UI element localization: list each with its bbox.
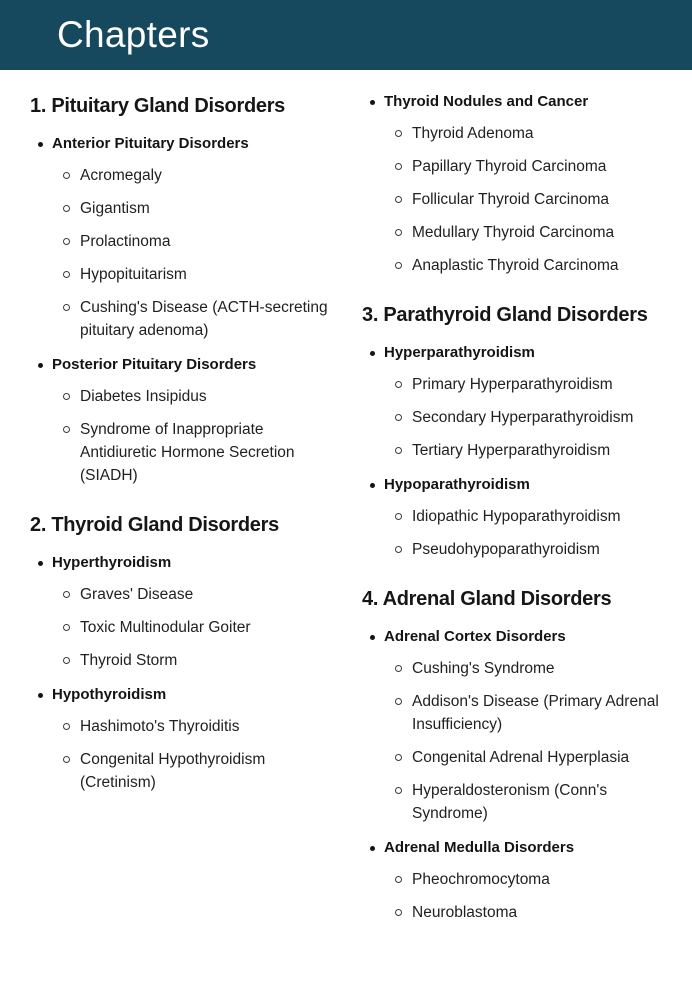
bullet-circle-icon <box>63 426 70 433</box>
list-item-text: Acromegaly <box>80 167 162 184</box>
bullet-circle-icon <box>395 665 402 672</box>
list-item-text: Hypopituitarism <box>80 266 187 283</box>
list-item-text: Medullary Thyroid Carcinoma <box>412 224 615 241</box>
topic-group-header <box>362 92 666 112</box>
bullet-circle-icon <box>63 657 70 664</box>
list-item-text: Papillary Thyroid Carcinoma <box>412 158 607 175</box>
list-item <box>362 779 666 825</box>
bullet-dot-icon <box>38 363 43 368</box>
bullet-circle-icon <box>63 591 70 598</box>
list-item <box>30 418 342 487</box>
list-item <box>362 155 666 178</box>
list-item <box>362 901 666 924</box>
topic-group-label: Hyperthyroidism <box>52 554 172 571</box>
list-item-text: Thyroid Storm <box>80 652 178 669</box>
bullet-circle-icon <box>395 130 402 137</box>
list-item <box>30 296 342 342</box>
bullet-circle-icon <box>395 787 402 794</box>
list-item-text: Tertiary Hyperparathyroidism <box>412 442 611 459</box>
topic-group-header <box>362 475 666 495</box>
list-item-text: Primary Hyperparathyroidism <box>412 376 613 393</box>
bullet-dot-icon <box>38 142 43 147</box>
list-item <box>362 439 666 462</box>
topic-group-header <box>362 627 666 647</box>
chapters-list <box>0 70 692 924</box>
bullet-dot-icon <box>370 351 375 356</box>
list-item <box>30 583 342 606</box>
list-item-text: Diabetes Insipidus <box>80 388 207 405</box>
bullet-circle-icon <box>63 756 70 763</box>
topic-group-label: Hyperparathyroidism <box>384 344 535 361</box>
list-item <box>30 385 342 408</box>
topic-group-header <box>30 355 342 375</box>
list-item <box>362 868 666 891</box>
list-item <box>362 122 666 145</box>
list-item-text: Cushing's Syndrome <box>412 660 555 677</box>
topic-group-header <box>30 134 342 154</box>
list-item <box>30 649 342 672</box>
topic-group-label: Thyroid Nodules and Cancer <box>384 93 589 110</box>
list-item <box>362 505 666 528</box>
column-left <box>30 92 342 924</box>
bullet-circle-icon <box>395 381 402 388</box>
list-item-text: Syndrome of Inappropriate Antidiuretic Hormone Secretion (SIADH) <box>80 421 295 484</box>
list-item <box>30 197 342 220</box>
list-item-text: Thyroid Adenoma <box>412 125 534 142</box>
bullet-circle-icon <box>395 909 402 916</box>
bullet-circle-icon <box>63 238 70 245</box>
bullet-dot-icon <box>38 693 43 698</box>
list-item <box>362 221 666 244</box>
bullet-circle-icon <box>395 414 402 421</box>
chapter-heading-1: 1. Pituitary Gland Disorders <box>30 95 286 117</box>
list-item-text: Pseudohypoparathyroidism <box>412 541 600 558</box>
list-item <box>362 188 666 211</box>
topic-group-label: Hypoparathyroidism <box>384 476 530 493</box>
list-item-text: Prolactinoma <box>80 233 171 250</box>
topic-group-label: Posterior Pituitary Disorders <box>52 356 257 373</box>
bullet-dot-icon <box>38 561 43 566</box>
topic-group-label: Adrenal Cortex Disorders <box>384 628 566 645</box>
list-item-text: Congenital Adrenal Hyperplasia <box>412 749 630 766</box>
bullet-circle-icon <box>63 205 70 212</box>
list-item <box>362 657 666 680</box>
list-item-text: Hyperaldosteronism (Conn's Syndrome) <box>412 782 608 822</box>
list-item-text: Gigantism <box>80 200 150 217</box>
list-item <box>362 254 666 277</box>
list-item <box>362 690 666 736</box>
bullet-circle-icon <box>395 754 402 761</box>
list-item-text: Congenital Hypothyroidism (Cretinism) <box>80 751 266 791</box>
bullet-circle-icon <box>395 513 402 520</box>
list-item <box>30 616 342 639</box>
bullet-dot-icon <box>370 483 375 488</box>
bullet-circle-icon <box>63 304 70 311</box>
bullet-circle-icon <box>395 447 402 454</box>
topic-group-label: Adrenal Medulla Disorders <box>384 839 575 856</box>
topic-group-header <box>30 553 342 573</box>
list-item-text: Neuroblastoma <box>412 904 518 921</box>
list-item <box>362 406 666 429</box>
bullet-circle-icon <box>395 876 402 883</box>
bullet-circle-icon <box>395 262 402 269</box>
bullet-circle-icon <box>63 624 70 631</box>
chapter-heading-4: 4. Adrenal Gland Disorders <box>362 588 612 610</box>
bullet-dot-icon <box>370 100 375 105</box>
list-item-text: Graves' Disease <box>80 586 194 603</box>
topic-group-label: Hypothyroidism <box>52 686 167 703</box>
bullet-circle-icon <box>395 229 402 236</box>
bullet-circle-icon <box>395 163 402 170</box>
column-right <box>362 92 666 924</box>
topic-group-label: Anterior Pituitary Disorders <box>52 135 249 152</box>
list-item <box>30 164 342 187</box>
list-item-text: Follicular Thyroid Carcinoma <box>412 191 609 208</box>
list-item-text: Hashimoto's Thyroiditis <box>80 718 240 735</box>
bullet-circle-icon <box>395 196 402 203</box>
list-item <box>30 230 342 253</box>
list-item-text: Idiopathic Hypoparathyroidism <box>412 508 621 525</box>
bullet-circle-icon <box>63 271 70 278</box>
list-item <box>30 748 342 794</box>
list-item <box>30 263 342 286</box>
list-item <box>362 538 666 561</box>
bullet-circle-icon <box>63 172 70 179</box>
list-item-text: Secondary Hyperparathyroidism <box>412 409 634 426</box>
topic-group-header <box>362 838 666 858</box>
bullet-dot-icon <box>370 846 375 851</box>
topic-group-header <box>362 343 666 363</box>
list-item-text: Addison's Disease (Primary Adrenal Insufficiency) <box>412 693 659 733</box>
bullet-circle-icon <box>395 698 402 705</box>
list-item-text: Cushing's Disease (ACTH-secreting pituitary adenoma) <box>80 299 328 339</box>
bullet-circle-icon <box>63 393 70 400</box>
page-title: Chapters <box>57 14 210 55</box>
list-item <box>362 746 666 769</box>
list-item-text: Pheochromocytoma <box>412 871 550 888</box>
list-item-text: Toxic Multinodular Goiter <box>80 619 251 636</box>
page-header <box>0 0 692 70</box>
topic-group-header <box>30 685 342 705</box>
bullet-circle-icon <box>63 723 70 730</box>
list-item <box>362 373 666 396</box>
list-item-text: Anaplastic Thyroid Carcinoma <box>412 257 619 274</box>
chapter-heading-3: 3. Parathyroid Gland Disorders <box>362 304 648 326</box>
bullet-circle-icon <box>395 546 402 553</box>
list-item <box>30 715 342 738</box>
chapter-heading-2: 2. Thyroid Gland Disorders <box>30 514 279 536</box>
bullet-dot-icon <box>370 635 375 640</box>
